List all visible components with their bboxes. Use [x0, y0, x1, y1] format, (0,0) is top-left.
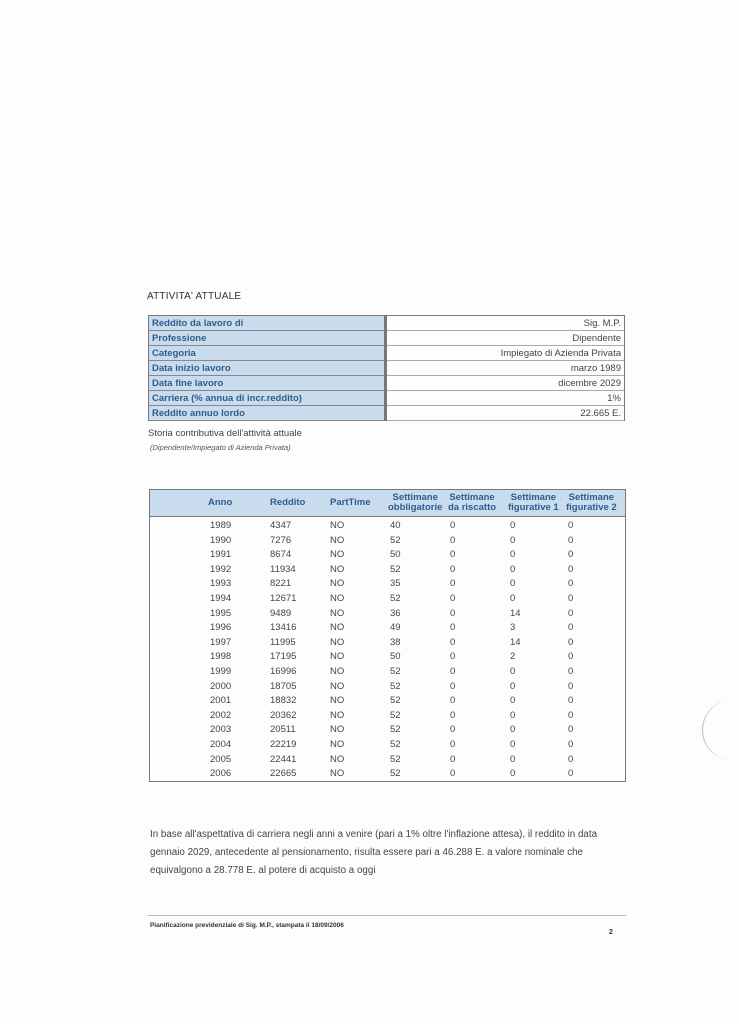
table-cell: 20362 [270, 709, 297, 721]
table-cell: NO [330, 753, 345, 765]
table-cell: NO [330, 636, 345, 648]
table-cell: 13416 [270, 622, 297, 634]
info-label: Professione [152, 333, 207, 344]
info-value: Impiegato di Azienda Privata [500, 348, 621, 359]
table-cell: NO [330, 534, 345, 546]
header-fig1-line2: figurative 1 [508, 502, 559, 513]
table-row [150, 547, 625, 562]
table-row [150, 664, 625, 679]
info-value-row [387, 391, 624, 406]
table-cell: 0 [510, 578, 516, 590]
info-label: Reddito da lavoro di [152, 318, 244, 329]
table-cell: 0 [510, 753, 516, 765]
table-cell: NO [330, 666, 345, 677]
table-cell: NO [330, 695, 345, 707]
info-table [148, 315, 625, 421]
header-settimane-figurative-1 [508, 493, 559, 513]
table-row [150, 562, 625, 577]
header-risc-line2: da riscatto [448, 502, 497, 513]
table-cell: NO [330, 709, 345, 721]
table-cell: NO [330, 520, 345, 531]
table-cell: 0 [450, 709, 456, 721]
table-cell: 2003 [210, 724, 232, 736]
table-cell: 0 [450, 520, 456, 531]
table-cell: 22665 [270, 768, 297, 780]
info-value: dicembre 2029 [558, 378, 621, 389]
footer-divider [148, 915, 626, 916]
table-cell: 0 [568, 680, 574, 692]
table-header [150, 490, 625, 517]
header-settimane-riscatto [448, 493, 496, 513]
table-cell: 0 [568, 695, 574, 707]
table-cell: 1991 [210, 549, 232, 561]
table-cell: NO [330, 622, 345, 634]
table-cell: 16996 [270, 666, 297, 677]
table-cell: 0 [450, 768, 456, 780]
table-row [150, 533, 625, 548]
info-value: 1% [607, 393, 621, 404]
table-cell: 49 [390, 622, 401, 634]
contribution-table [149, 489, 626, 782]
info-value: Dipendente [572, 333, 621, 344]
table-cell: 0 [568, 578, 574, 590]
info-labels-column [148, 315, 385, 421]
table-cell: 0 [568, 607, 574, 619]
table-cell: 0 [450, 666, 456, 677]
table-cell: 0 [568, 724, 574, 736]
table-cell: 38 [390, 636, 401, 648]
table-cell: 2001 [210, 695, 232, 707]
info-value: 22.665 E. [580, 408, 621, 419]
info-value: Sig. M.P. [583, 318, 621, 329]
table-cell: 0 [510, 549, 516, 561]
table-cell: 2006 [210, 768, 232, 780]
table-cell: 52 [390, 753, 401, 765]
table-cell: 52 [390, 563, 401, 575]
table-row [150, 766, 625, 781]
table-cell: 0 [510, 534, 516, 546]
table-cell: NO [330, 651, 345, 663]
header-risc-line1: Settimane [449, 492, 495, 503]
table-cell: 36 [390, 607, 401, 619]
info-value-row [387, 361, 624, 376]
table-cell: 1989 [210, 520, 232, 531]
info-value-row [387, 331, 624, 346]
table-cell: 8221 [270, 578, 292, 590]
section-title: ATTIVITA' ATTUALE [147, 291, 242, 302]
header-reddito: Reddito [270, 497, 306, 508]
table-cell: 52 [390, 724, 401, 736]
table-cell: 0 [450, 651, 456, 663]
summary-paragraph: In base all'aspettativa di carriera negli anni a venire (pari a 1% oltre l'inflazione attesa), il reddito in data gennaio 2029, antecedente al pensionamento, risulta essere pari a 46.288 E. a valore nominale che equivalgono a 28.778 E. al potere di acquisto a oggi [150, 829, 598, 876]
info-label: Data inizio lavoro [152, 363, 231, 374]
table-cell: 22219 [270, 739, 297, 750]
info-row [149, 376, 384, 391]
table-cell: 2000 [210, 680, 232, 692]
table-cell: 0 [568, 622, 574, 634]
info-label: Categoria [152, 348, 196, 359]
table-cell: 0 [568, 520, 574, 531]
table-cell: 0 [568, 593, 574, 604]
table-cell: 35 [390, 578, 401, 590]
table-cell: 22441 [270, 753, 297, 765]
header-anno: Anno [208, 497, 233, 508]
table-cell: 50 [390, 549, 401, 561]
header-settimane-obbligatorie [388, 493, 442, 513]
table-cell: 0 [450, 593, 456, 604]
table-row [150, 693, 625, 708]
table-cell: 0 [568, 563, 574, 575]
info-label: Data fine lavoro [152, 378, 224, 389]
table-row [150, 722, 625, 737]
table-cell: 0 [450, 695, 456, 707]
table-cell: 0 [450, 636, 456, 648]
table-row [150, 518, 625, 533]
info-label: Carriera (% annua di incr.reddito) [152, 393, 302, 404]
table-cell: 2002 [210, 709, 232, 721]
table-cell: 0 [450, 680, 456, 692]
table-row [150, 620, 625, 635]
table-cell: 1998 [210, 651, 232, 663]
table-cell: 52 [390, 593, 401, 604]
table-cell: 52 [390, 768, 401, 780]
table-cell: NO [330, 724, 345, 736]
table-cell: 9489 [270, 607, 292, 619]
table-cell: 50 [390, 651, 401, 663]
info-row [149, 406, 384, 421]
table-row [150, 752, 625, 767]
table-cell: 1996 [210, 622, 232, 634]
table-cell: 0 [568, 534, 574, 546]
table-cell: 0 [510, 563, 516, 575]
table-cell: 2 [510, 651, 516, 663]
table-cell: 0 [568, 768, 574, 780]
table-cell: NO [330, 680, 345, 692]
table-row [150, 679, 625, 694]
table-cell: 0 [510, 680, 516, 692]
info-row [149, 346, 384, 361]
table-cell: 1999 [210, 666, 232, 677]
table-cell: 0 [450, 724, 456, 736]
table-cell: 7276 [270, 534, 292, 546]
table-row [150, 591, 625, 606]
table-cell: 17195 [270, 651, 297, 663]
table-cell: 0 [450, 549, 456, 561]
table-cell: 0 [450, 578, 456, 590]
table-cell: 0 [510, 695, 516, 707]
table-cell: 0 [568, 753, 574, 765]
history-subtitle: Storia contributiva dell'attività attuale [148, 428, 302, 439]
table-cell: 11995 [270, 636, 296, 648]
table-cell: 1994 [210, 593, 232, 604]
table-cell: NO [330, 739, 345, 750]
table-cell: 11934 [270, 563, 296, 575]
table-cell: 0 [510, 520, 516, 531]
table-cell: 52 [390, 695, 401, 707]
header-fig2-line2: figurative 2 [566, 502, 617, 513]
table-cell: 1990 [210, 534, 232, 546]
table-cell: 0 [510, 593, 516, 604]
table-cell: 0 [568, 739, 574, 750]
page-number: 2 [609, 929, 613, 936]
info-row [149, 361, 384, 376]
table-cell: 52 [390, 534, 401, 546]
table-cell: NO [330, 563, 345, 575]
header-fig1-line1: Settimane [510, 492, 557, 503]
table-cell: 14 [510, 636, 521, 648]
header-parttime: PartTime [330, 497, 371, 508]
table-cell: 1992 [210, 563, 232, 575]
info-value-row [387, 346, 624, 361]
table-cell: 0 [450, 753, 456, 765]
table-cell: NO [330, 549, 345, 561]
table-cell: 0 [568, 549, 574, 561]
table-cell: 1995 [210, 607, 232, 619]
table-row [150, 708, 625, 723]
table-cell: NO [330, 593, 345, 604]
table-cell: NO [330, 578, 345, 590]
header-obbl-line2: obbligatorie [388, 502, 443, 513]
info-values-column [385, 315, 625, 421]
table-row [150, 649, 625, 664]
footer-text: Pianificazione previdenziale di Sig. M.P., stampata il 18/09/2006 [150, 922, 344, 929]
table-cell: 52 [390, 666, 401, 677]
info-label: Reddito annuo lordo [152, 408, 245, 419]
table-cell: 40 [390, 520, 401, 531]
table-cell: 4347 [270, 520, 292, 531]
table-cell: 52 [390, 739, 401, 750]
table-cell: 0 [568, 651, 574, 663]
info-value-row [387, 406, 624, 421]
info-row [149, 331, 384, 346]
table-cell: 3 [510, 622, 516, 634]
table-cell: 0 [568, 666, 574, 677]
table-cell: 0 [510, 709, 516, 721]
table-row [150, 635, 625, 650]
table-cell: 1997 [210, 636, 232, 648]
table-cell: NO [330, 768, 345, 780]
table-cell: 12671 [270, 593, 297, 604]
table-cell: 20511 [270, 724, 296, 736]
table-cell: 2005 [210, 753, 232, 765]
table-cell: 52 [390, 709, 401, 721]
table-cell: 8674 [270, 549, 292, 561]
table-cell: 0 [450, 739, 456, 750]
table-cell: 18832 [270, 695, 297, 707]
table-cell: 0 [510, 724, 516, 736]
table-cell: 0 [450, 607, 456, 619]
table-row [150, 606, 625, 621]
header-fig2-line1: Settimane [568, 492, 615, 503]
table-cell: 1993 [210, 578, 232, 590]
table-cell: 0 [568, 709, 574, 721]
table-cell: 0 [450, 622, 456, 634]
table-cell: 2004 [210, 739, 232, 750]
table-cell: 0 [450, 534, 456, 546]
info-value-row [387, 316, 624, 331]
table-cell: 18705 [270, 680, 297, 692]
header-obbl-line1: Settimane [392, 492, 438, 503]
info-value: marzo 1989 [570, 363, 621, 374]
table-row [150, 737, 625, 752]
info-row [149, 391, 384, 406]
table-cell: 0 [510, 768, 516, 780]
table-cell: 0 [450, 563, 456, 575]
table-cell: 0 [568, 636, 574, 648]
info-row [149, 316, 384, 331]
table-cell: 0 [510, 666, 516, 677]
table-row [150, 576, 625, 591]
table-cell: 14 [510, 607, 521, 619]
table-cell: NO [330, 607, 345, 619]
history-subnote: (Dipendente/Impiegato di Azienda Privata) [150, 443, 291, 452]
table-cell: 0 [510, 739, 516, 750]
table-cell: 52 [390, 680, 401, 692]
header-settimane-figurative-2 [566, 493, 617, 513]
info-value-row [387, 376, 624, 391]
